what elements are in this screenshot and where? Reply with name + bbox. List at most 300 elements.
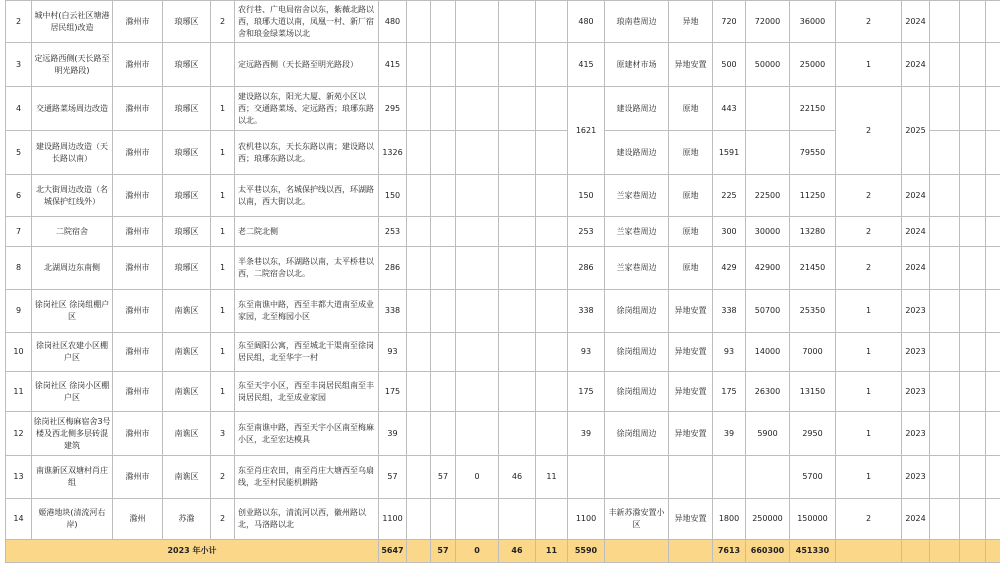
cell-total: 415 — [379, 43, 407, 87]
cell-empty1 — [407, 131, 431, 175]
cell-no: 3 — [6, 43, 32, 87]
cell-e3 — [986, 412, 1000, 456]
project-table — [5, 0, 1000, 563]
cell-no: 4 — [6, 87, 32, 131]
subtotal-empty — [836, 540, 902, 563]
cell-c5: 480 — [568, 1, 605, 43]
cell-count: 1 — [211, 175, 235, 217]
cell-mode: 异地安置 — [669, 372, 713, 412]
cell-c3 — [499, 131, 536, 175]
cell-count: 2 — [211, 456, 235, 499]
cell-c4 — [536, 499, 568, 540]
cell-area: 500 — [713, 43, 746, 87]
cell-city: 滁州市 — [113, 217, 163, 247]
cell-bld — [746, 131, 790, 175]
subtotal-row — [6, 540, 1000, 563]
cell-mode: 原地 — [669, 175, 713, 217]
cell-loc: 兰家巷周边 — [605, 247, 669, 290]
cell-c2 — [456, 372, 499, 412]
cell-inv: 22150 — [790, 87, 836, 131]
table-row — [6, 87, 1000, 131]
table-row — [6, 333, 1000, 372]
cell-name: 徐岗社区 徐岗小区棚户区 — [32, 372, 113, 412]
cell-loc: 兰家巷周边 — [605, 217, 669, 247]
cell-p: 2 — [836, 247, 902, 290]
cell-empty1 — [407, 499, 431, 540]
cell-e3 — [986, 290, 1000, 333]
cell-bld — [746, 456, 790, 499]
cell-loc: 徐岗组周边 — [605, 290, 669, 333]
cell-name: 徐岗社区梅麻宿舍3号楼及西北侧多层砖混建筑 — [32, 412, 113, 456]
cell-c2 — [456, 290, 499, 333]
cell-c2 — [456, 175, 499, 217]
cell-c1 — [431, 372, 456, 412]
cell-bld: 5900 — [746, 412, 790, 456]
cell-count: 1 — [211, 87, 235, 131]
cell-name: 建设路周边改造（天长路以南） — [32, 131, 113, 175]
cell-district: 琅琊区 — [163, 1, 211, 43]
cell-c1 — [431, 499, 456, 540]
cell-scope: 建设路以东，阳光大厦、新苑小区以西；交通路菜场、定远路西；琅琊东路以北。 — [235, 87, 379, 131]
cell-bld: 250000 — [746, 499, 790, 540]
cell-c3 — [499, 87, 536, 131]
table-body — [6, 1, 1000, 563]
cell-year: 2023 — [902, 372, 930, 412]
table-row — [6, 499, 1000, 540]
cell-area — [713, 456, 746, 499]
cell-district: 琅琊区 — [163, 43, 211, 87]
table-row — [6, 1, 1000, 43]
cell-bld: 26300 — [746, 372, 790, 412]
cell-e2 — [960, 372, 986, 412]
cell-c2 — [456, 1, 499, 43]
cell-year: 2023 — [902, 333, 930, 372]
cell-city: 滁州市 — [113, 131, 163, 175]
cell-loc: 琅南巷周边 — [605, 1, 669, 43]
cell-c1 — [431, 290, 456, 333]
cell-empty1 — [407, 1, 431, 43]
cell-scope: 东至天宇小区，西至丰岗居民组南至丰岗居民组，北至成业家园 — [235, 372, 379, 412]
cell-empty1 — [407, 290, 431, 333]
cell-count: 1 — [211, 247, 235, 290]
cell-total: 1100 — [379, 499, 407, 540]
cell-name: 定远路西侧(天长路至明光路段) — [32, 43, 113, 87]
cell-no: 14 — [6, 499, 32, 540]
cell-e1 — [930, 217, 960, 247]
cell-count: 1 — [211, 131, 235, 175]
cell-p: 1 — [836, 412, 902, 456]
cell-city: 滁州市 — [113, 175, 163, 217]
cell-scope: 老二院北侧 — [235, 217, 379, 247]
cell-c3 — [499, 372, 536, 412]
cell-c5: 415 — [568, 43, 605, 87]
cell-c4 — [536, 333, 568, 372]
cell-no: 5 — [6, 131, 32, 175]
cell-loc: 徐岗组周边 — [605, 333, 669, 372]
cell-district: 南谯区 — [163, 372, 211, 412]
cell-inv: 21450 — [790, 247, 836, 290]
cell-empty1 — [407, 43, 431, 87]
cell-loc: 丰新苏滁安置小区 — [605, 499, 669, 540]
table-row — [6, 217, 1000, 247]
cell-district: 苏滁 — [163, 499, 211, 540]
cell-inv: 13280 — [790, 217, 836, 247]
cell-e3 — [986, 333, 1000, 372]
cell-p: 1 — [836, 372, 902, 412]
cell-district: 琅琊区 — [163, 217, 211, 247]
cell-p: 2 — [836, 1, 902, 43]
cell-loc: 建设路周边 — [605, 87, 669, 131]
cell-total: 93 — [379, 333, 407, 372]
cell-inv: 25000 — [790, 43, 836, 87]
cell-scope: 农机巷以东，天长东路以南；建设路以西；琅琊东路以北。 — [235, 131, 379, 175]
cell-inv: 5700 — [790, 456, 836, 499]
cell-c5: 150 — [568, 175, 605, 217]
cell-city: 滁州 — [113, 499, 163, 540]
cell-c2 — [456, 87, 499, 131]
cell-no: 13 — [6, 456, 32, 499]
cell-e2 — [960, 87, 986, 131]
subtotal-label: 2023 年小计 — [6, 540, 379, 563]
subtotal-empty — [407, 540, 431, 563]
cell-e1 — [930, 499, 960, 540]
cell-c3 — [499, 247, 536, 290]
cell-loc: 原建材市场 — [605, 43, 669, 87]
cell-c2 — [456, 217, 499, 247]
cell-c2 — [456, 412, 499, 456]
cell-area: 338 — [713, 290, 746, 333]
cell-e3 — [986, 456, 1000, 499]
subtotal-empty — [930, 540, 960, 563]
subtotal-c3: 46 — [499, 540, 536, 563]
cell-c1 — [431, 217, 456, 247]
cell-name: 交通路菜场周边改造 — [32, 87, 113, 131]
cell-city: 滁州市 — [113, 247, 163, 290]
cell-year: 2023 — [902, 412, 930, 456]
cell-year: 2024 — [902, 1, 930, 43]
cell-count: 1 — [211, 290, 235, 333]
cell-c2 — [456, 247, 499, 290]
cell-mode: 异地安置 — [669, 43, 713, 87]
cell-city: 滁州市 — [113, 1, 163, 43]
cell-year: 2024 — [902, 217, 930, 247]
cell-c4 — [536, 43, 568, 87]
cell-c4 — [536, 131, 568, 175]
cell-total: 175 — [379, 372, 407, 412]
cell-c5 — [568, 456, 605, 499]
cell-empty1 — [407, 175, 431, 217]
cell-area: 1800 — [713, 499, 746, 540]
cell-name: 姬港地块(清流河右岸) — [32, 499, 113, 540]
cell-mode: 原地 — [669, 217, 713, 247]
cell-e2 — [960, 175, 986, 217]
cell-p: 2 — [836, 499, 902, 540]
cell-district: 南谯区 — [163, 333, 211, 372]
cell-e1 — [930, 131, 960, 175]
subtotal-bld: 660300 — [746, 540, 790, 563]
cell-district: 琅琊区 — [163, 247, 211, 290]
cell-loc: 徐岗组周边 — [605, 412, 669, 456]
table-row — [6, 290, 1000, 333]
cell-name: 徐岗社区农建小区棚户区 — [32, 333, 113, 372]
cell-c3 — [499, 499, 536, 540]
cell-city: 滁州市 — [113, 333, 163, 372]
cell-scope: 东至阔阳公寓，西至城北干渠南至徐岗居民组，北至华宇一村 — [235, 333, 379, 372]
cell-area: 175 — [713, 372, 746, 412]
cell-e1 — [930, 1, 960, 43]
cell-e1 — [930, 456, 960, 499]
cell-total: 253 — [379, 217, 407, 247]
cell-city: 滁州市 — [113, 290, 163, 333]
cell-area: 429 — [713, 247, 746, 290]
cell-e2 — [960, 217, 986, 247]
cell-count — [211, 43, 235, 87]
cell-c4 — [536, 290, 568, 333]
cell-c2 — [456, 499, 499, 540]
cell-c5: 286 — [568, 247, 605, 290]
subtotal-c4: 11 — [536, 540, 568, 563]
cell-e1 — [930, 247, 960, 290]
cell-mode: 异地安置 — [669, 333, 713, 372]
subtotal-empty — [669, 540, 713, 563]
cell-district: 南谯区 — [163, 412, 211, 456]
cell-empty1 — [407, 412, 431, 456]
cell-total: 295 — [379, 87, 407, 131]
cell-year: 2023 — [902, 290, 930, 333]
cell-name: 北湖周边东南侧 — [32, 247, 113, 290]
cell-city: 滁州市 — [113, 87, 163, 131]
cell-area: 1591 — [713, 131, 746, 175]
subtotal-area: 7613 — [713, 540, 746, 563]
cell-district: 琅琊区 — [163, 175, 211, 217]
cell-count: 2 — [211, 1, 235, 43]
cell-c5: 1621 — [568, 87, 605, 175]
cell-name: 二院宿舍 — [32, 217, 113, 247]
cell-c4 — [536, 87, 568, 131]
cell-c1 — [431, 333, 456, 372]
cell-year: 2025 — [902, 87, 930, 175]
cell-c2 — [456, 43, 499, 87]
cell-e3 — [986, 43, 1000, 87]
cell-name: 南谯新区双塘村肖庄组 — [32, 456, 113, 499]
cell-total: 338 — [379, 290, 407, 333]
cell-count: 2 — [211, 499, 235, 540]
cell-e1 — [930, 333, 960, 372]
subtotal-empty — [902, 540, 930, 563]
cell-name: 城中村(白云社区塘港居民组)改造 — [32, 1, 113, 43]
cell-p: 2 — [836, 87, 902, 175]
cell-e1 — [930, 412, 960, 456]
cell-e3 — [986, 175, 1000, 217]
cell-inv: 25350 — [790, 290, 836, 333]
cell-e1 — [930, 372, 960, 412]
cell-no: 8 — [6, 247, 32, 290]
cell-mode: 原地 — [669, 247, 713, 290]
cell-empty1 — [407, 87, 431, 131]
cell-e3 — [986, 1, 1000, 43]
cell-e3 — [986, 217, 1000, 247]
cell-c1 — [431, 43, 456, 87]
cell-bld — [746, 87, 790, 131]
subtotal-c2: 0 — [456, 540, 499, 563]
cell-year: 2023 — [902, 456, 930, 499]
cell-mode: 异地 — [669, 1, 713, 43]
cell-no: 11 — [6, 372, 32, 412]
cell-scope: 创业路以东，清流河以西，徽州路以北，马洛路以北 — [235, 499, 379, 540]
cell-total: 1326 — [379, 131, 407, 175]
cell-e2 — [960, 131, 986, 175]
cell-c2: 0 — [456, 456, 499, 499]
cell-c3: 46 — [499, 456, 536, 499]
subtotal-empty — [960, 540, 986, 563]
cell-loc: 兰家巷周边 — [605, 175, 669, 217]
cell-e3 — [986, 87, 1000, 131]
cell-count: 3 — [211, 412, 235, 456]
cell-c1 — [431, 247, 456, 290]
table-row — [6, 412, 1000, 456]
cell-empty1 — [407, 333, 431, 372]
cell-scope: 定远路西侧（天长路至明光路段） — [235, 43, 379, 87]
cell-scope: 半条巷以东，环湖路以南，太平桥巷以西，二院宿舍以北。 — [235, 247, 379, 290]
cell-city: 滁州市 — [113, 456, 163, 499]
table-row — [6, 372, 1000, 412]
cell-name: 徐岗社区 徐岗组棚户区 — [32, 290, 113, 333]
cell-e1 — [930, 43, 960, 87]
cell-bld: 42900 — [746, 247, 790, 290]
cell-bld: 14000 — [746, 333, 790, 372]
cell-e2 — [960, 333, 986, 372]
cell-empty1 — [407, 456, 431, 499]
cell-c5: 253 — [568, 217, 605, 247]
cell-total: 286 — [379, 247, 407, 290]
cell-e3 — [986, 372, 1000, 412]
cell-inv: 150000 — [790, 499, 836, 540]
cell-scope: 农行巷、广电局宿舍以东，紫薇北路以西，琅琊大道以南，凤凰一村、新厂宿舍和琅金绿菜场以北 — [235, 1, 379, 43]
cell-c3 — [499, 217, 536, 247]
cell-mode: 异地安置 — [669, 412, 713, 456]
cell-count: 1 — [211, 372, 235, 412]
cell-c4: 11 — [536, 456, 568, 499]
cell-p: 2 — [836, 217, 902, 247]
cell-e2 — [960, 43, 986, 87]
cell-c2 — [456, 131, 499, 175]
cell-bld: 22500 — [746, 175, 790, 217]
cell-p: 1 — [836, 333, 902, 372]
cell-c3 — [499, 43, 536, 87]
cell-c3 — [499, 175, 536, 217]
cell-p: 2 — [836, 175, 902, 217]
cell-c4 — [536, 247, 568, 290]
cell-total: 150 — [379, 175, 407, 217]
cell-loc: 建设路周边 — [605, 131, 669, 175]
cell-district: 南谯区 — [163, 290, 211, 333]
cell-p: 1 — [836, 43, 902, 87]
cell-year: 2024 — [902, 175, 930, 217]
subtotal-empty — [605, 540, 669, 563]
cell-c1 — [431, 131, 456, 175]
cell-no: 6 — [6, 175, 32, 217]
cell-c3 — [499, 412, 536, 456]
cell-no: 12 — [6, 412, 32, 456]
cell-c4 — [536, 217, 568, 247]
cell-inv: 11250 — [790, 175, 836, 217]
cell-area: 93 — [713, 333, 746, 372]
cell-e3 — [986, 247, 1000, 290]
cell-c5: 93 — [568, 333, 605, 372]
cell-c1 — [431, 412, 456, 456]
cell-mode: 原地 — [669, 131, 713, 175]
cell-area: 443 — [713, 87, 746, 131]
cell-mode: 异地安置 — [669, 290, 713, 333]
cell-inv: 7000 — [790, 333, 836, 372]
cell-no: 9 — [6, 290, 32, 333]
cell-no: 7 — [6, 217, 32, 247]
cell-c5: 338 — [568, 290, 605, 333]
cell-district: 南谯区 — [163, 456, 211, 499]
cell-count: 1 — [211, 333, 235, 372]
cell-e1 — [930, 87, 960, 131]
subtotal-c1: 57 — [431, 540, 456, 563]
cell-e1 — [930, 175, 960, 217]
cell-no: 10 — [6, 333, 32, 372]
cell-year: 2024 — [902, 247, 930, 290]
table-row — [6, 456, 1000, 499]
cell-loc — [605, 456, 669, 499]
cell-c1 — [431, 175, 456, 217]
cell-c1 — [431, 87, 456, 131]
table-row — [6, 43, 1000, 87]
cell-c4 — [536, 1, 568, 43]
cell-e2 — [960, 290, 986, 333]
cell-p: 1 — [836, 456, 902, 499]
cell-total: 57 — [379, 456, 407, 499]
subtotal-empty — [986, 540, 1000, 563]
cell-c3 — [499, 1, 536, 43]
cell-e2 — [960, 499, 986, 540]
cell-c5: 39 — [568, 412, 605, 456]
cell-p: 1 — [836, 290, 902, 333]
cell-c1: 57 — [431, 456, 456, 499]
cell-district: 琅琊区 — [163, 131, 211, 175]
subtotal-inv: 451330 — [790, 540, 836, 563]
cell-e3 — [986, 131, 1000, 175]
cell-c4 — [536, 175, 568, 217]
cell-bld: 50000 — [746, 43, 790, 87]
cell-c3 — [499, 333, 536, 372]
cell-empty1 — [407, 217, 431, 247]
cell-inv: 36000 — [790, 1, 836, 43]
cell-mode — [669, 456, 713, 499]
cell-scope: 太平巷以东，名城保护线以西，环湖路以南，西大街以北。 — [235, 175, 379, 217]
cell-e2 — [960, 1, 986, 43]
cell-e1 — [930, 290, 960, 333]
cell-inv: 79550 — [790, 131, 836, 175]
cell-total: 39 — [379, 412, 407, 456]
cell-city: 滁州市 — [113, 412, 163, 456]
table-row — [6, 247, 1000, 290]
cell-bld: 30000 — [746, 217, 790, 247]
cell-empty1 — [407, 372, 431, 412]
cell-c2 — [456, 333, 499, 372]
cell-e2 — [960, 456, 986, 499]
cell-c4 — [536, 372, 568, 412]
cell-scope: 东至南谯中路，西至天宇小区南至梅麻小区，北至宏达模具 — [235, 412, 379, 456]
subtotal-c5: 5590 — [568, 540, 605, 563]
subtotal-total: 5647 — [379, 540, 407, 563]
cell-city: 滁州市 — [113, 43, 163, 87]
cell-area: 39 — [713, 412, 746, 456]
cell-total: 480 — [379, 1, 407, 43]
